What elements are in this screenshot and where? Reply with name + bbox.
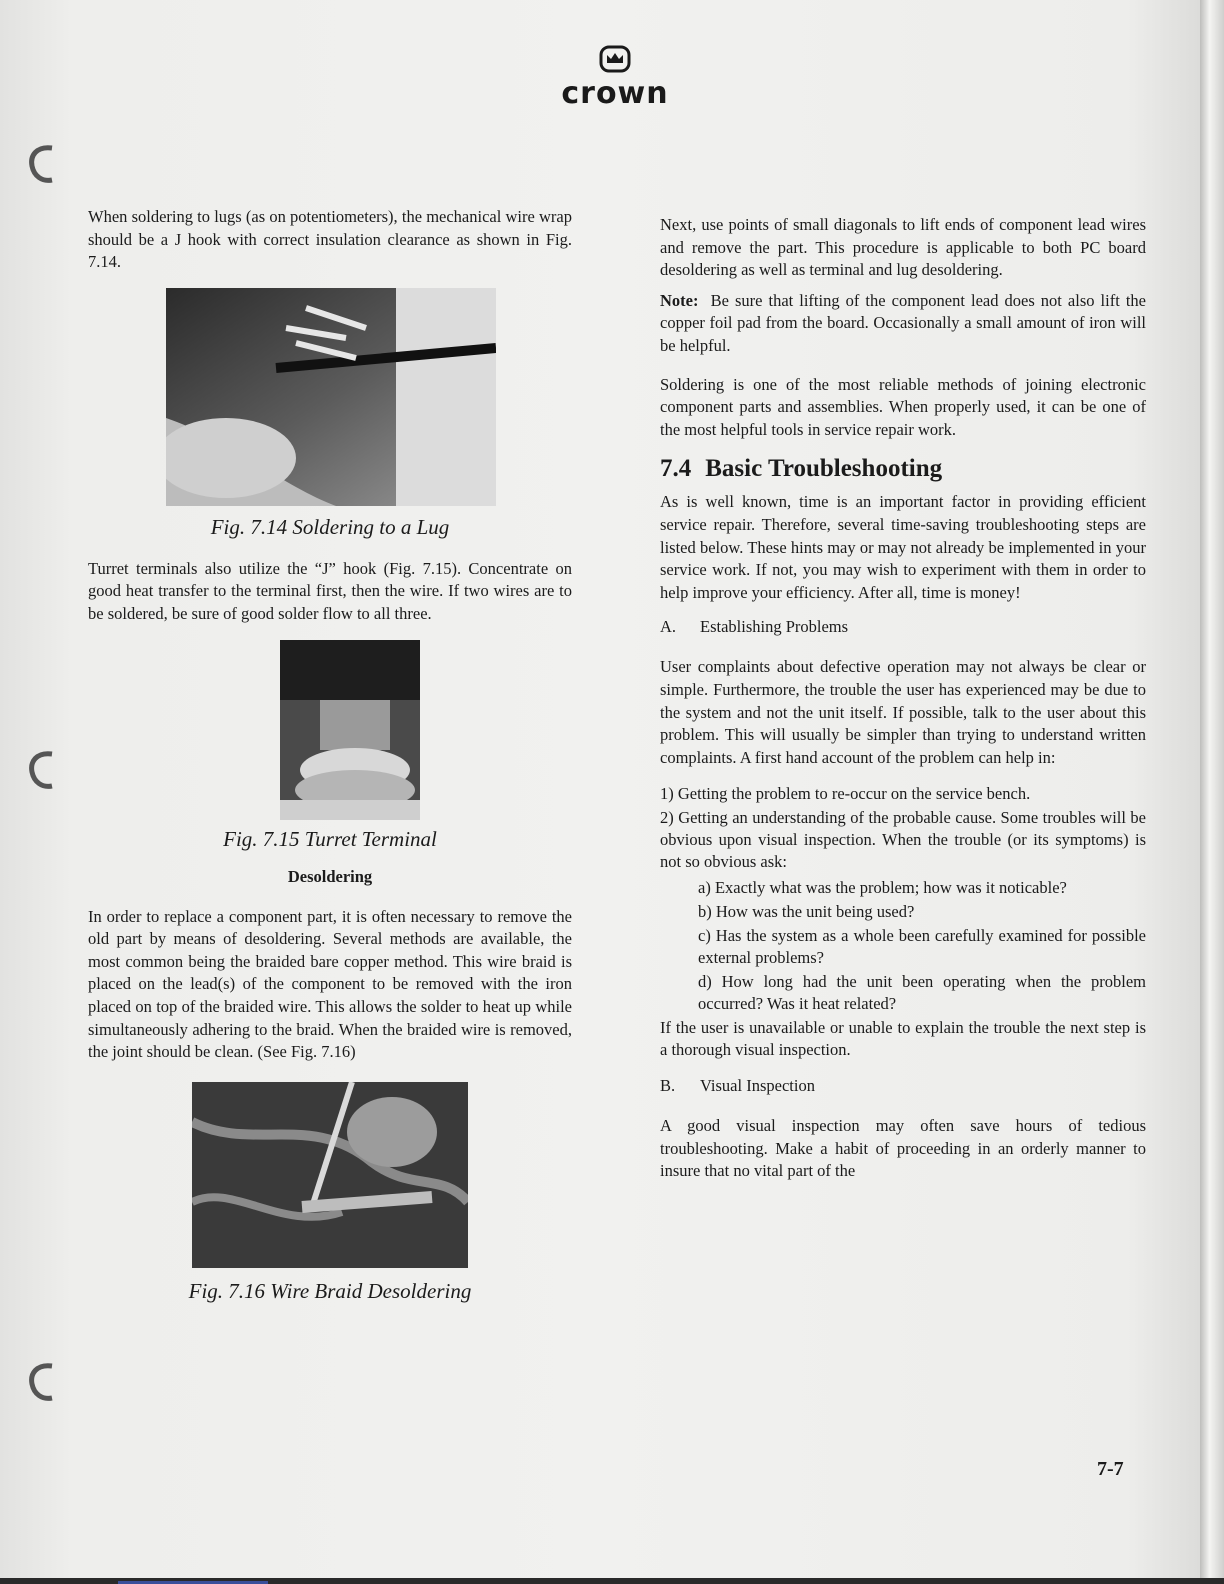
soldering-reliability-paragraph: Soldering is one of the most reliable methods of joining electronic component parts and assemblies. When properly used, it can be one of the most helpful tools in service repair work. bbox=[660, 374, 1146, 439]
list-item-2: 2) Getting an understanding of the probable cause. Some troubles will be obvious upon visual inspection. When the trouble (or its symptoms) is not so obvious ask: bbox=[660, 808, 1146, 872]
subsection-b-title: Visual Inspection bbox=[700, 1076, 815, 1096]
subsection-b-letter: B. bbox=[660, 1076, 676, 1096]
desoldering-paragraph: In order to replace a component part, it is often necessary to remove the old part by means of desoldering. Several methods are available, the most common being the braided bare copper method. This wire braid is placed on the lead(s) of the component to be removed with the iron placed on top of the braided wire. This allows the solder to heat up while simultaneously adhering to the braid. When the braided wire is removed, the joint should be clean. (See Fig. 7.16) bbox=[88, 906, 572, 1062]
crown-logo bbox=[540, 44, 690, 109]
section-heading bbox=[660, 453, 1146, 485]
section-title: Basic Troubleshooting bbox=[705, 455, 943, 483]
subsection-a-title: Establishing Problems bbox=[700, 617, 849, 637]
user-complaints-paragraph: User complaints about defective operation may not always be clear or simple. Furthermore, the trouble the user has experienced may be due to the system and not the unit itself. If possible, talk to the user about this problem. This will usually be simpler than trying to understand written complaints. A first hand account of the problem can help in: bbox=[660, 657, 1146, 767]
binder-hole-icon bbox=[22, 1360, 60, 1404]
list-item-1: 1) Getting the problem to re-occur on the service bench. bbox=[660, 784, 1031, 804]
page-edge bbox=[1200, 0, 1224, 1584]
note-paragraph bbox=[660, 290, 1146, 358]
brand-name: crown bbox=[561, 76, 669, 111]
fig-7-15-photo bbox=[280, 640, 420, 820]
fig-7-14-photo bbox=[166, 288, 496, 506]
subsection-a-letter: A. bbox=[660, 617, 677, 637]
fig-7-14-caption: Fig. 7.14 Soldering to a Lug bbox=[210, 514, 450, 539]
desoldering-heading: Desoldering bbox=[287, 866, 373, 886]
visual-inspection-paragraph: A good visual inspection may often save hours of tedious troubleshooting. Make a habit of proceeding in an orderly manner to insure that no vital part of the bbox=[660, 1116, 1146, 1181]
left-column bbox=[88, 206, 572, 1304]
troubleshooting-intro-paragraph: As is well known, time is an important factor in providing efficient service repair. Therefore, several time-saving troubleshooting steps are listed below. These hints may or may not already be implemented in your service work. If not, you may wish to experiment with them in order to help improve your efficiency. After all, time is money! bbox=[660, 492, 1146, 602]
list-item-a: a) Exactly what was the problem; how was it noticable? bbox=[698, 878, 1067, 898]
turret-paragraph: Turret terminals also utilize the “J” hook (Fig. 7.15). Concentrate on good heat transfer to the terminal first, then the wire. If two wires are to be soldered, be sure of good solder flow to all three. bbox=[88, 558, 572, 623]
note-text: Be sure that lifting of the component lead does not also lift the copper foil pad from the board. Occasionally a small amount of iron will be helpful. bbox=[660, 290, 1147, 355]
fig-7-16-caption: Fig. 7.16 Wire Braid Desoldering bbox=[188, 1278, 472, 1303]
list-item-b: b) How was the unit being used? bbox=[698, 902, 915, 922]
list-item-c: c) Has the system as a whole been carefully examined for possible external problems? bbox=[698, 926, 1146, 968]
subsection-b-heading bbox=[660, 1075, 1146, 1097]
binder-hole-icon bbox=[22, 748, 60, 792]
note-label: Note: bbox=[660, 290, 699, 310]
crown-emblem-icon bbox=[598, 44, 632, 74]
lug-soldering-paragraph: When soldering to lugs (as on potentiometers), the mechanical wire wrap should be a J hook with correct insulation clearance as shown in Fig. 7.14. bbox=[88, 207, 572, 272]
fig-7-16-photo bbox=[192, 1082, 468, 1268]
binder-hole-icon bbox=[22, 142, 60, 186]
desolder-lift-paragraph: Next, use points of small diagonals to lift ends of component lead wires and remove the part. This procedure is applicable to both PC board desoldering as well as terminal and lug desoldering. bbox=[660, 215, 1146, 280]
user-unavailable-paragraph: If the user is unavailable or unable to explain the trouble the next step is a thorough visual inspection. bbox=[660, 1018, 1146, 1060]
subsection-a-heading bbox=[660, 616, 1146, 638]
right-column bbox=[660, 214, 1146, 1183]
section-number: 7.4 bbox=[660, 455, 692, 483]
list-item-d: d) How long had the unit been operating when the problem occurred? Was it heat related? bbox=[698, 972, 1146, 1014]
fig-7-15-caption: Fig. 7.15 Turret Terminal bbox=[223, 826, 437, 851]
page-number: 7-7 bbox=[1097, 1458, 1124, 1480]
